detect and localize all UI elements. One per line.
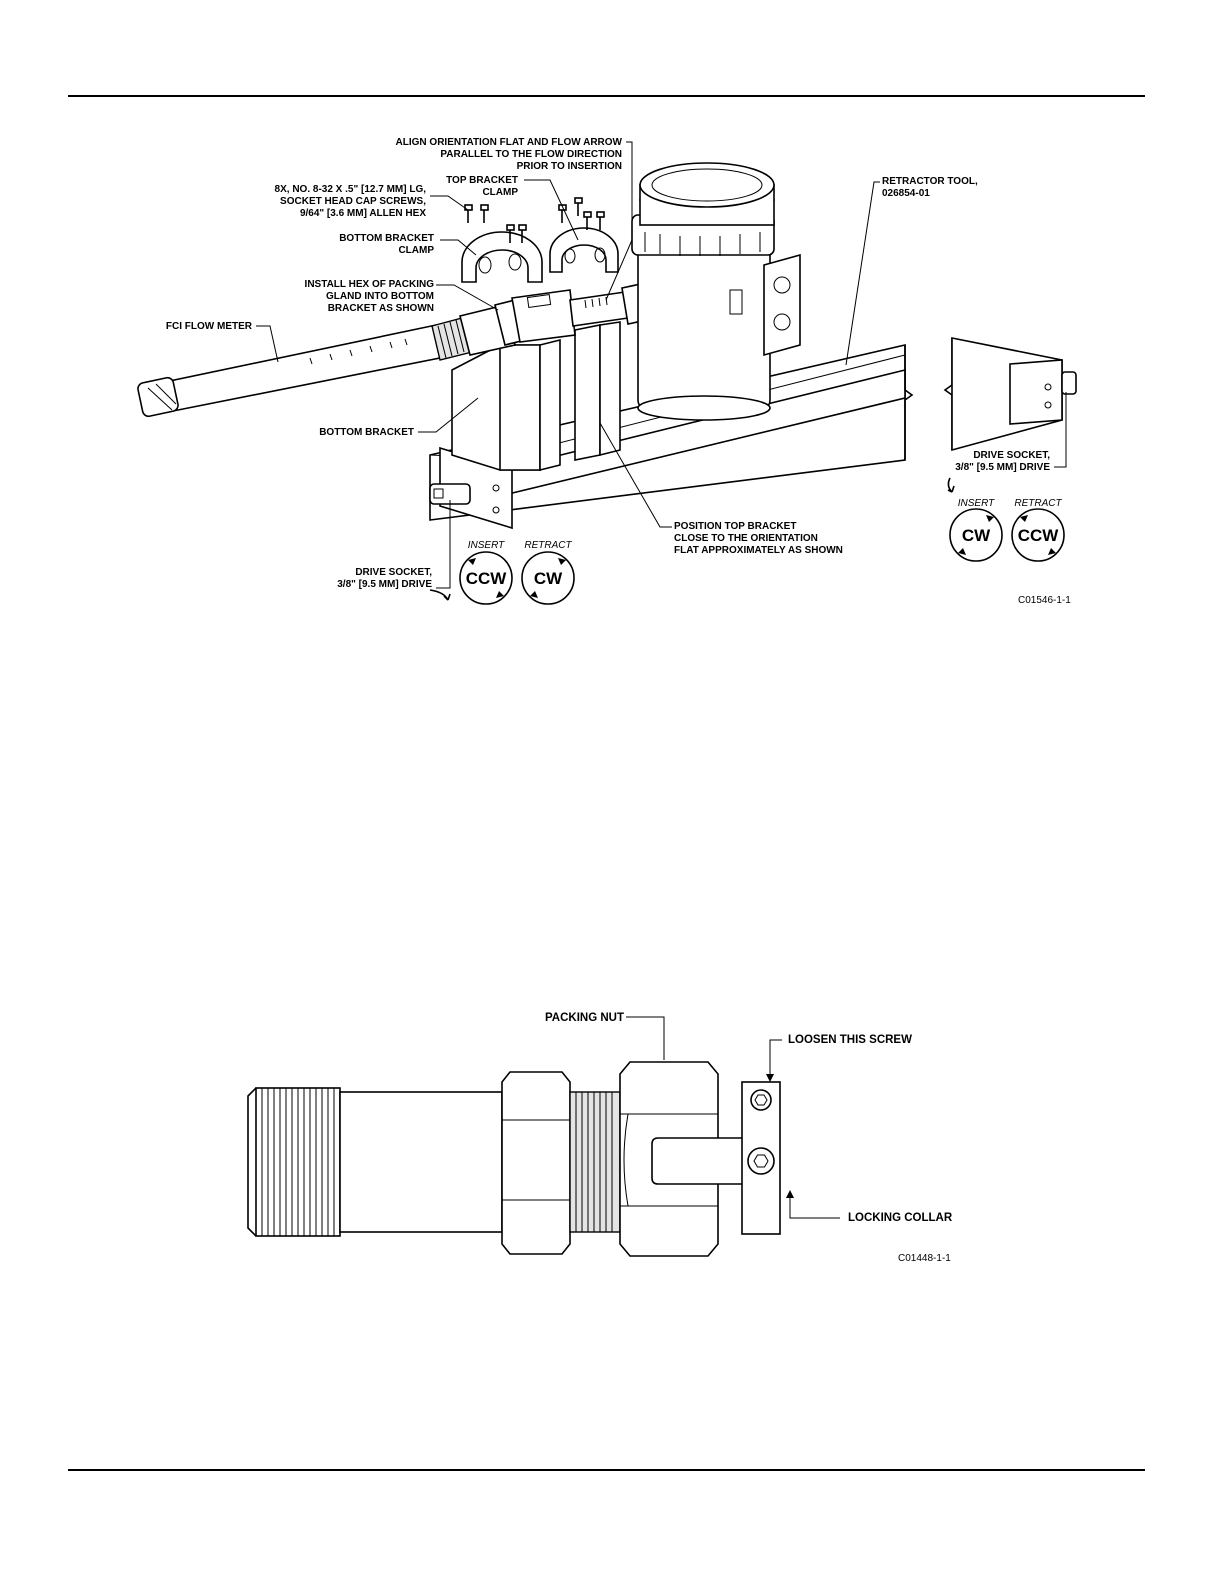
- bottom-bracket-clamp-label: [339, 233, 434, 256]
- screws-label: [275, 184, 427, 219]
- svg-text:DRIVE SOCKET,: DRIVE SOCKET,: [355, 567, 432, 578]
- svg-text:INSERT: INSERT: [467, 540, 505, 551]
- svg-text:CCW: CCW: [1017, 526, 1059, 545]
- svg-text:DRIVE SOCKET,: DRIVE SOCKET,: [973, 450, 1050, 461]
- install-hex-label: [305, 279, 435, 314]
- svg-text:RETRACT: RETRACT: [524, 540, 572, 551]
- svg-text:PARALLEL TO THE FLOW DIRECTION: PARALLEL TO THE FLOW DIRECTION: [440, 149, 622, 160]
- locking-collar-label: LOCKING COLLAR: [848, 1212, 953, 1224]
- position-top-bracket-label: [674, 521, 843, 556]
- packing-gland-diagram: [0, 980, 1224, 1280]
- bottom-bracket-drawing: [452, 340, 560, 470]
- svg-text:8X, NO. 8-32 X .5" [12.7 MM] L: 8X, NO. 8-32 X .5" [12.7 MM] LG,: [274, 184, 426, 195]
- drive-arrow-right-icon: [948, 478, 954, 492]
- right-rotation-dials: [950, 498, 1064, 561]
- bottom-bracket-label: BOTTOM BRACKET: [319, 427, 414, 438]
- svg-text:ALIGN ORIENTATION FLAT AND FLO: ALIGN ORIENTATION FLAT AND FLOW ARROW: [395, 137, 622, 148]
- bottom-bracket-clamp-drawing: [462, 232, 542, 282]
- top-bracket-clamp-label: [446, 175, 518, 198]
- svg-text:9/64" [3.6 MM] ALLEN HEX: 9/64" [3.6 MM] ALLEN HEX: [299, 208, 426, 219]
- svg-text:CLAMP: CLAMP: [482, 187, 518, 198]
- svg-text:026854-01: 026854-01: [882, 188, 930, 199]
- top-bracket-drawing: [575, 322, 620, 460]
- drive-arrow-left-icon: [430, 590, 450, 600]
- drive-socket-right-label: [955, 450, 1050, 473]
- svg-text:BRACKET AS SHOWN: BRACKET AS SHOWN: [327, 303, 434, 314]
- svg-text:GLAND INTO BOTTOM: GLAND INTO BOTTOM: [326, 291, 434, 302]
- svg-text:INSERT: INSERT: [957, 498, 995, 509]
- svg-text:RETRACT: RETRACT: [1014, 498, 1062, 509]
- packing-gland-drawing: [248, 1062, 780, 1256]
- figure1-code: C01546-1-1: [1018, 595, 1071, 606]
- retractor-tool-label: [882, 176, 978, 199]
- svg-text:3/8" [9.5 MM] DRIVE: 3/8" [9.5 MM] DRIVE: [955, 462, 1050, 473]
- svg-text:INSTALL HEX OF PACKING: INSTALL HEX OF PACKING: [304, 279, 434, 290]
- svg-text:SOCKET HEAD CAP SCREWS,: SOCKET HEAD CAP SCREWS,: [280, 196, 426, 207]
- svg-text:TOP BRACKET: TOP BRACKET: [446, 175, 518, 186]
- svg-text:CW: CW: [533, 569, 563, 588]
- packing-nut-label: PACKING NUT: [544, 1012, 624, 1024]
- fci-flow-meter-label: FCI FLOW METER: [165, 321, 252, 332]
- svg-text:FLAT APPROXIMATELY AS SHOWN: FLAT APPROXIMATELY AS SHOWN: [674, 545, 843, 556]
- loosen-screw-label: LOOSEN THIS SCREW: [788, 1034, 912, 1046]
- svg-text:CCW: CCW: [465, 569, 507, 588]
- drive-socket-left-label: [337, 567, 432, 590]
- svg-text:CLOSE TO THE ORIENTATION: CLOSE TO THE ORIENTATION: [674, 533, 818, 544]
- retractor-installation-diagram: [0, 0, 1224, 620]
- footer-rule: [68, 1469, 1145, 1471]
- svg-text:PRIOR TO INSERTION: PRIOR TO INSERTION: [516, 161, 622, 172]
- svg-text:BOTTOM BRACKET: BOTTOM BRACKET: [339, 233, 434, 244]
- align-orientation-label: [396, 137, 623, 172]
- svg-text:RETRACTOR TOOL,: RETRACTOR TOOL,: [882, 176, 978, 187]
- figure2-code: C01448-1-1: [898, 1253, 951, 1264]
- top-bracket-clamp-drawing: [550, 228, 618, 272]
- svg-text:3/8" [9.5 MM] DRIVE: 3/8" [9.5 MM] DRIVE: [337, 579, 432, 590]
- svg-text:CLAMP: CLAMP: [398, 245, 434, 256]
- left-rotation-dials: [460, 540, 574, 604]
- svg-text:POSITION TOP BRACKET: POSITION TOP BRACKET: [674, 521, 797, 532]
- svg-text:CW: CW: [961, 526, 991, 545]
